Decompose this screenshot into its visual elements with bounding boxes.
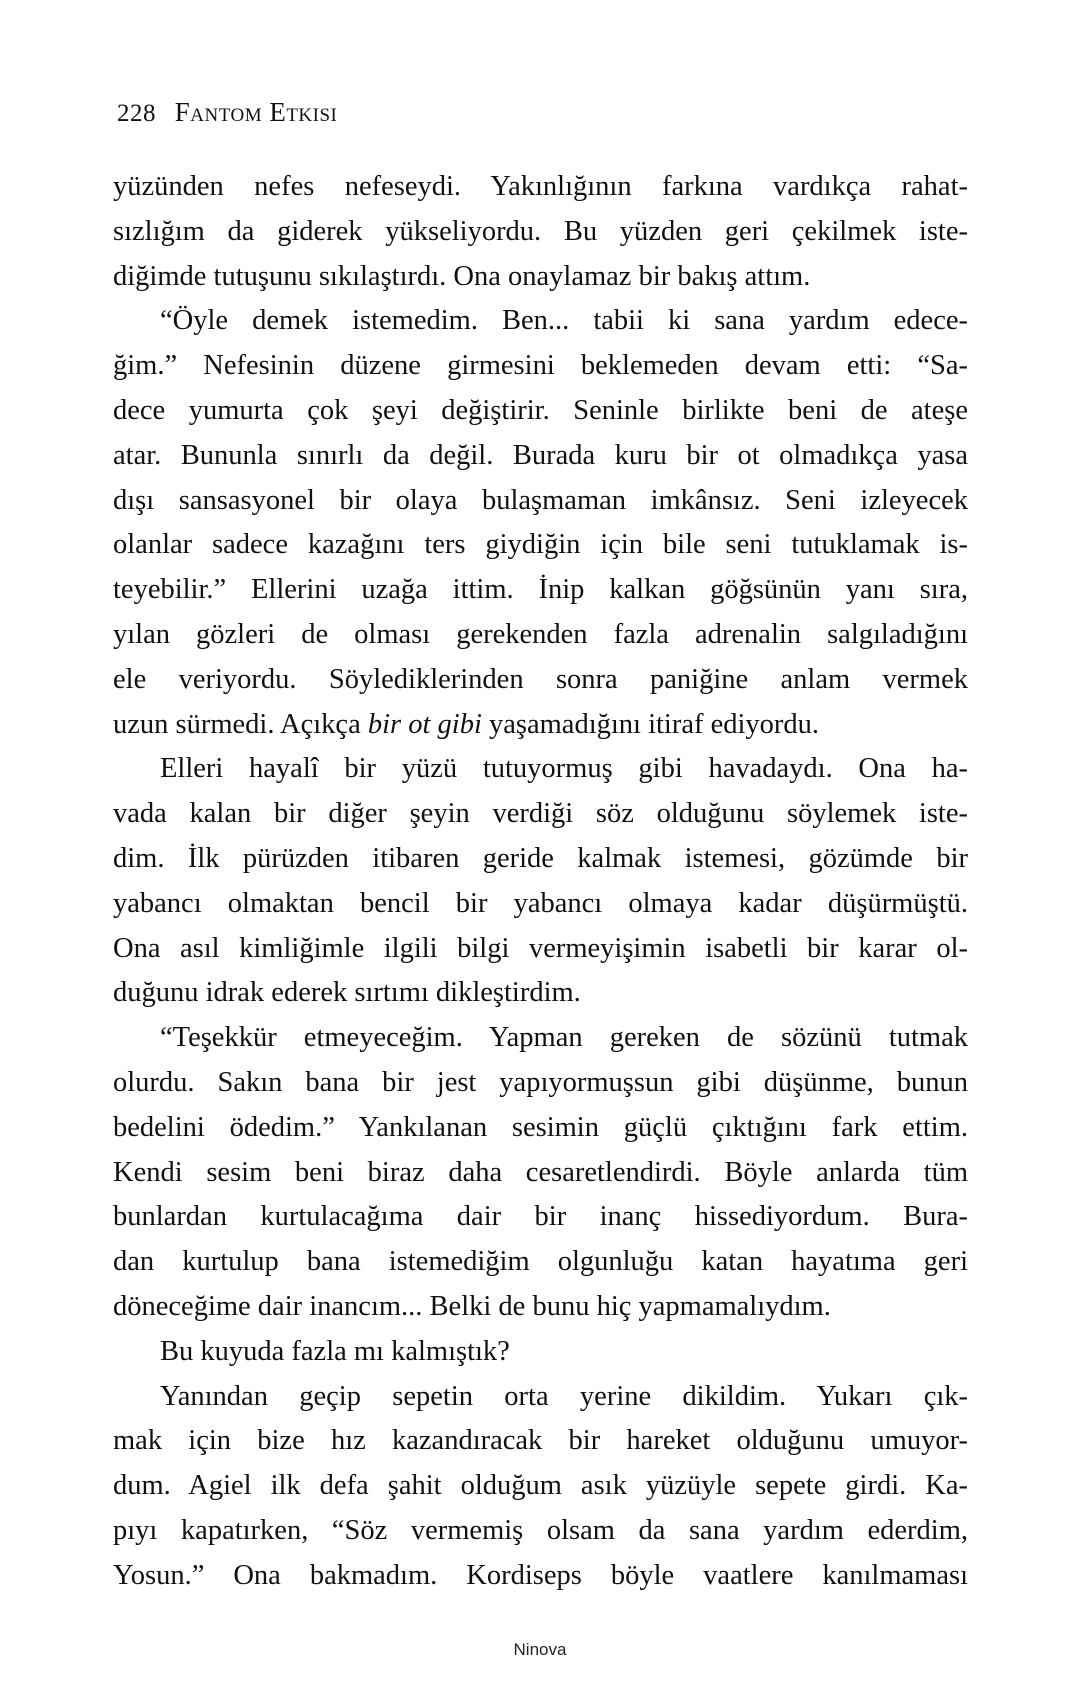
text-line: yüzünden nefes nefeseydi. Yakınlığının farkına vardıkça rahat- [113, 171, 968, 202]
text-line: vada kalan bir diğer şeyin verdiği söz olduğunu söylemek iste- [113, 798, 968, 830]
text-line: Yosun.” Ona bakmadım. Kordiseps böyle vaatlere kanılmaması [113, 1559, 968, 1591]
text-line: döneceğime dair inancım... Belki de bunu hiç yapmamalıydım. [113, 1290, 831, 1322]
text-line: Bu kuyuda fazla mı kalmıştık? [160, 1335, 510, 1367]
text-line: ele veriyordu. Söylediklerinden sonra paniğine anlam vermek [113, 663, 968, 695]
text-line: bedelini ödedim.” Yankılanan sesimin güçlü çıktığını fark ettim. [113, 1111, 968, 1143]
text-line: atar. Bununla sınırlı da değil. Burada kuru bir ot olmadıkça yasa [113, 439, 968, 471]
book-title: Fantom Etkisi [174, 97, 338, 127]
text-line: dum. Agiel ilk defa şahit olduğum asık yüzüyle sepete girdi. Ka- [113, 1470, 968, 1502]
text-line: Elleri hayalî bir yüzü tutuyormuş gibi havadaydı. Ona ha- [160, 753, 968, 785]
text-line: dan kurtulup bana istemediğim olgunluğu katan hayatıma geri [113, 1246, 968, 1278]
text-line: duğunu idrak ederek sırtımı dikleştirdim. [113, 977, 581, 1009]
text-line: Kendi sesim beni biraz daha cesaretlendirdi. Böyle anlarda tüm [113, 1156, 968, 1188]
text-line: pıyı kapatırken, “Söz vermemiş olsam da sana yardım ederdim, [113, 1514, 968, 1546]
text-line: mak için bize hız kazandıracak bir hareket olduğunu umuyor- [113, 1425, 968, 1457]
text-line: olanlar sadece kazağını ters giydiğin için bile seni tutuklamak is- [113, 529, 968, 561]
text-line: “Teşekkür etmeyeceğim. Yapman gereken de sözünü tutmak [160, 1022, 968, 1054]
running-header [117, 97, 337, 128]
text-line: teyebilir.” Ellerini uzağa ittim. İnip kalkan göğsünün yanı sıra, [113, 574, 968, 606]
text-line: olurdu. Sakın bana bir jest yapıyormuşsun gibi düşünme, bunun [113, 1066, 968, 1098]
text-line: yabancı olmaktan bencil bir yabancı olmaya kadar düşürmüştü. [113, 887, 968, 919]
text-line: ğim.” Nefesinin düzene girmesini beklemeden devam etti: “Sa- [113, 350, 968, 382]
text-line: yılan gözleri de olması gerekenden fazla adrenalin salgıladığını [113, 618, 968, 650]
text-line: dece yumurta çok şeyi değiştirir. Seninle birlikte beni de ateşe [113, 394, 968, 426]
text-line: Yanından geçip sepetin orta yerine dikildim. Yukarı çık- [160, 1380, 968, 1412]
text-line [113, 703, 968, 748]
text-line: Ona asıl kimliğimle ilgili bilgi vermeyişimin isabetli bir karar ol- [113, 932, 968, 964]
text-line: dim. İlk pürüzden itibaren geride kalmak istemesi, gözümde bir [113, 842, 968, 874]
text-line: dışı sansasyonel bir olaya bulaşmaman imkânsız. Seni izleyecek [113, 484, 968, 516]
text-line: bunlardan kurtulacağıma dair bir inanç hissediyordum. Bura- [113, 1201, 968, 1233]
text-line: “Öyle demek istemedim. Ben... tabii ki sana yardım edece- [160, 305, 968, 337]
italic-text: bir ot gibi [367, 708, 482, 740]
text-segment: yaşamadığını itiraf ediyordu. [481, 708, 820, 740]
text-line: diğimde tutuşunu sıkılaştırdı. Ona onaylamaz bir bakış attım. [113, 260, 811, 292]
publisher-footer: Ninova [513, 1640, 567, 1659]
body-text [113, 165, 968, 1599]
text-segment: uzun sürmedi. Açıkça [113, 708, 368, 740]
text-line: sızlığım da giderek yükseliyordu. Bu yüzden geri çekilmek iste- [113, 215, 968, 247]
page-number: 228 [117, 100, 156, 127]
